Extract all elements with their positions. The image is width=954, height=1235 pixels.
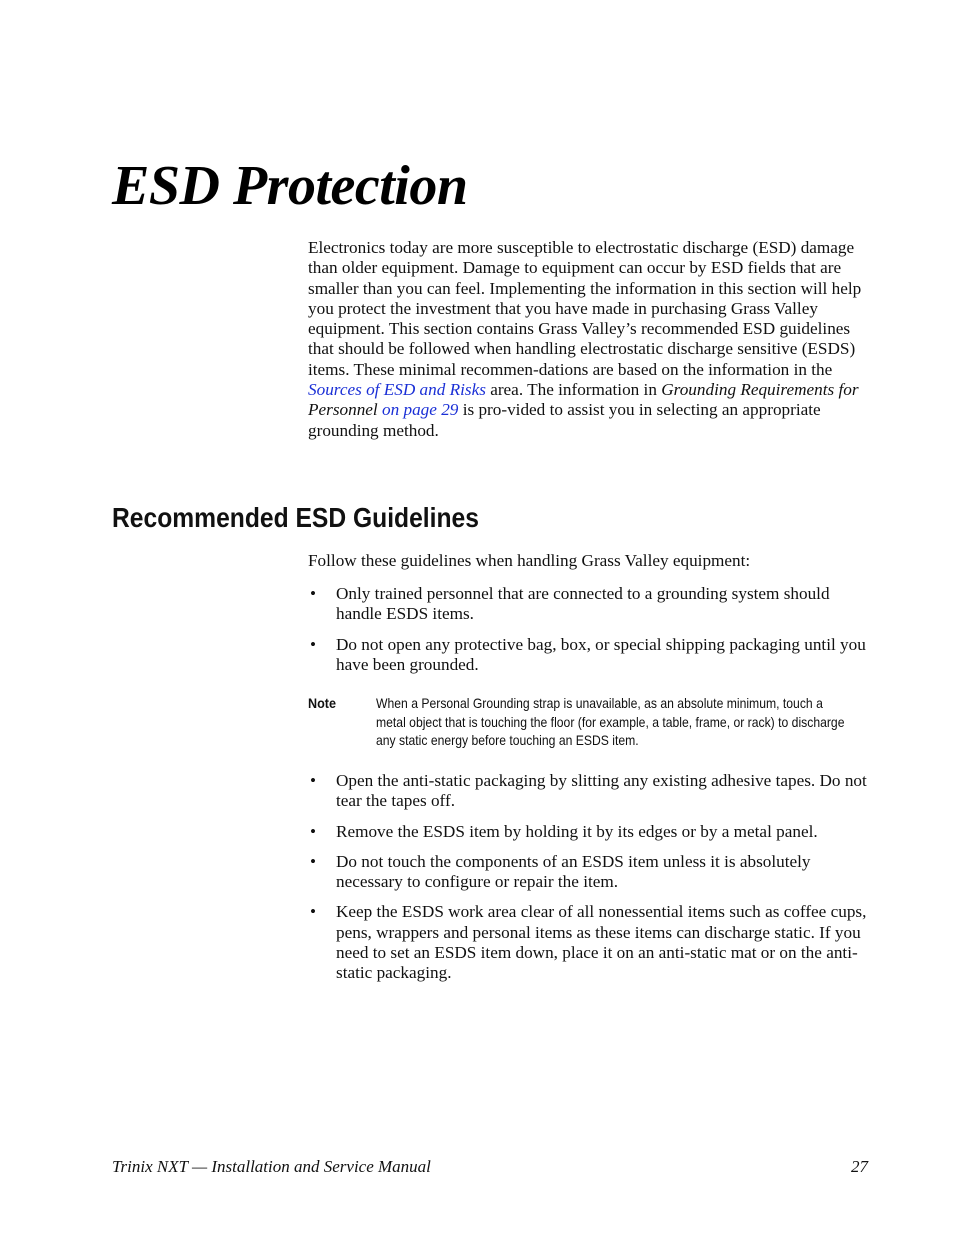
bullet-icon: •	[310, 821, 317, 841]
bullet-icon: •	[310, 902, 317, 922]
list-item	[308, 822, 868, 842]
grounding-requirements-reference: Grounding Requirements for Personnel	[308, 380, 859, 420]
list-item-text: Keep the ESDS work area clear of all nonessential items such as coffee cups, pens, wrappers and personal items as these items can discharge static. If you need to set an ESDS item down, place it on an anti-static mat or on the anti-static packaging.	[336, 902, 867, 983]
intro-text-2: area. The information in	[485, 380, 662, 400]
sources-of-esd-link[interactable]: Sources of ESD and Risks	[308, 380, 486, 400]
footer-page-number: 27	[851, 1157, 868, 1176]
list-item-text: Do not open any protective bag, box, or special shipping packaging until you have been grounded.	[336, 634, 866, 674]
footer-manual-title: Trinix NXT — Installation and Service Manual	[112, 1157, 431, 1176]
intro-paragraph	[308, 238, 868, 441]
list-item	[308, 584, 868, 625]
bullet-icon: •	[310, 584, 317, 603]
note-text: When a Personal Grounding strap is unavailable, as an absolute minimum, touch a metal object that is touching the floor (for example, a table, frame, or rack) to discharge any static energy before touching an ESDS item.	[376, 695, 845, 749]
bullet-icon: •	[310, 851, 317, 871]
guidelines-lead: Follow these guidelines when handling Grass Valley equipment:	[308, 551, 751, 570]
intro-text-3: is pro-vided to assist you in selecting an appropriate grounding method.	[308, 400, 821, 440]
guideline-list-a	[308, 584, 868, 685]
list-item	[308, 852, 868, 893]
list-item	[308, 771, 868, 812]
page-29-link[interactable]: on page 29	[377, 400, 459, 420]
list-item-text: Only trained personnel that are connected to a grounding system should handle ESDS items.	[336, 584, 830, 624]
note-label: Note	[308, 695, 337, 711]
bullet-icon: •	[310, 771, 317, 790]
bullet-icon: •	[310, 634, 317, 654]
list-item-text: Open the anti-static packaging by slitting any existing adhesive tapes. Do not tear the tapes off.	[336, 771, 867, 811]
list-item	[308, 902, 868, 983]
list-item-text: Do not touch the components of an ESDS item unless it is absolutely necessary to configure or repair the item.	[336, 851, 811, 892]
list-item	[308, 635, 868, 676]
list-item-text: Remove the ESDS item by holding it by its edges or by a metal panel.	[336, 821, 818, 841]
intro-text-1: Electronics today are more susceptible to electrostatic discharge (ESD) damage than older equipment. Damage to equipment can occur by ESD fields that are smaller than you can feel. Implementing the information in this section will help you protect the investment that you have made in purchasing Grass Valley equipment. This section contains Grass Valley’s recommended ESD guidelines that should be followed when handling electrostatic discharge sensitive (ESDS) items. These minimal recommen-dations are based on the information in the	[308, 238, 862, 379]
guideline-list-b	[308, 771, 868, 994]
section-heading: Recommended ESD Guidelines	[112, 502, 479, 533]
page-title: ESD Protection	[112, 155, 468, 217]
